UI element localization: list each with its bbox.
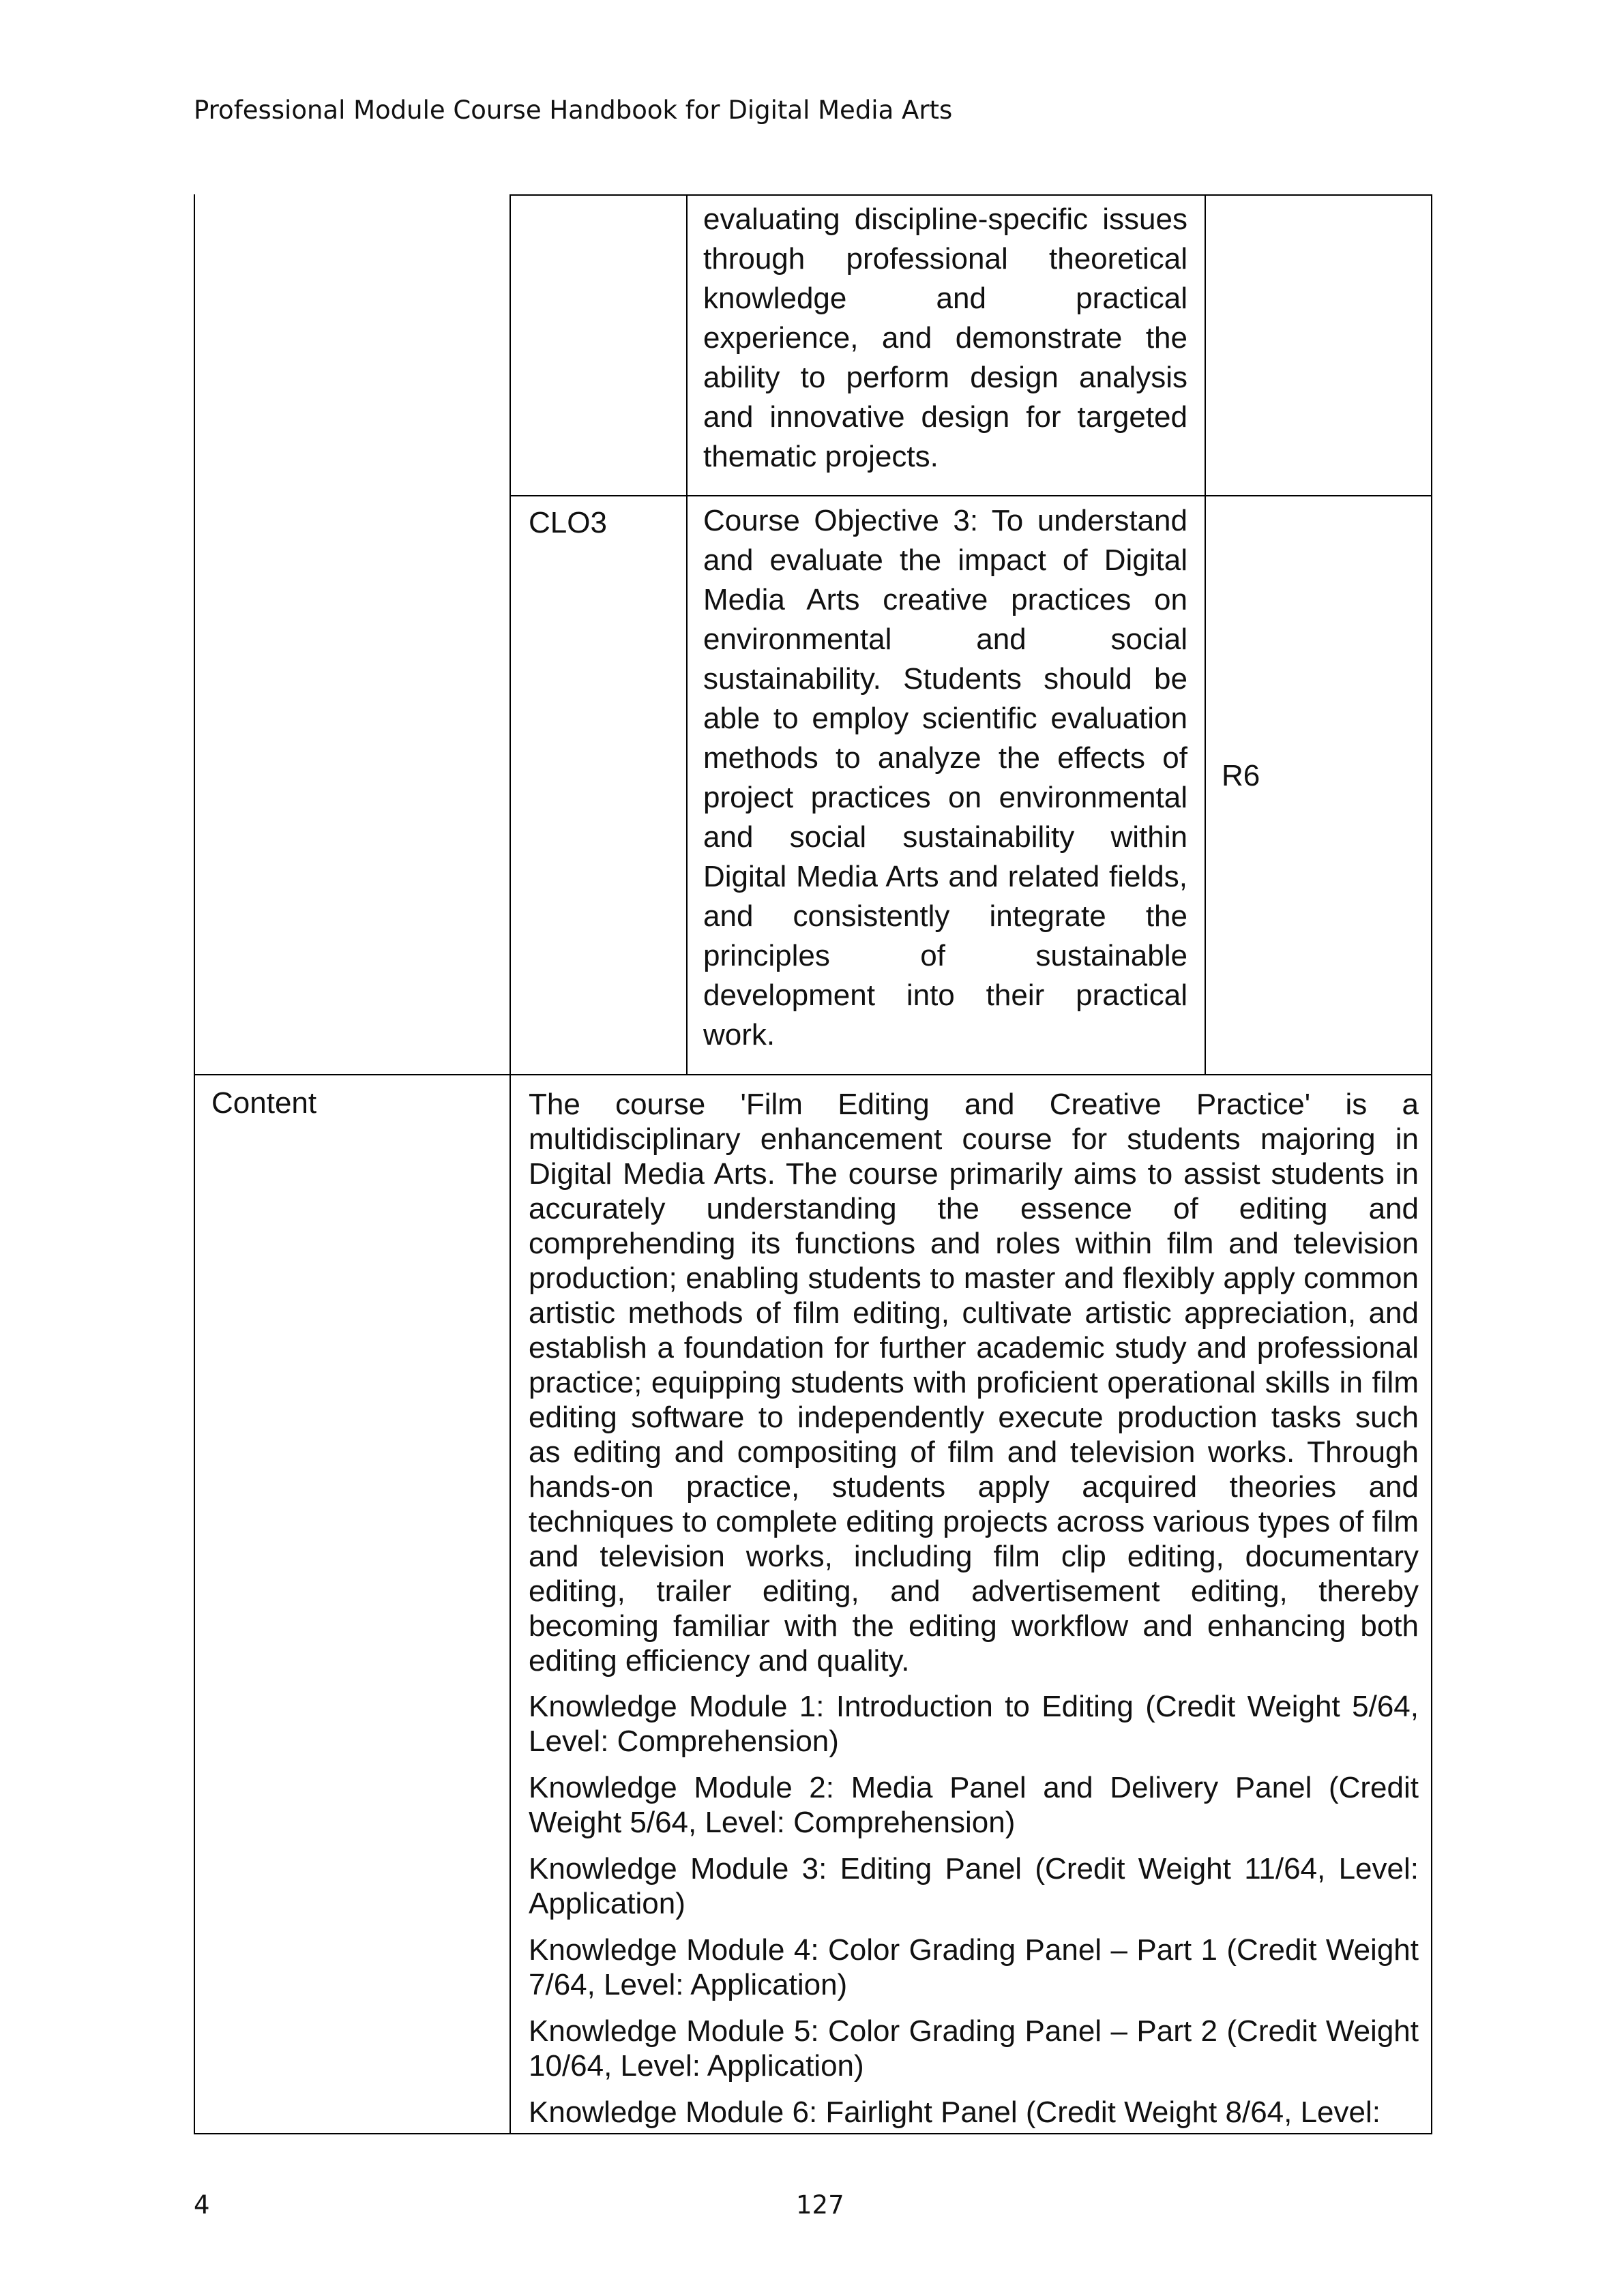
objective-text: Course Objective 3: To understand and evaluate the impact of Digital Media Arts creative practices on environmental and social sustainability. Students should be able to employ scientific evaluation methods to analyze the effects of project practices on environmental and social sustainability within Digital Media Arts and related fields, and consistently integrate the principles of sustainable development into their practical work.	[703, 504, 1187, 1052]
knowledge-module: Knowledge Module 3: Editing Panel (Credit Weight 11/64, Level: Application)	[529, 1852, 1419, 1920]
clo-label: CLO3	[529, 506, 607, 539]
page-number: 127	[796, 2190, 844, 2220]
content-label: Content	[211, 1086, 317, 1120]
knowledge-module: Knowledge Module 2: Media Panel and Delivery Panel (Credit Weight 5/64, Level: Comprehension)	[529, 1771, 1419, 1839]
knowledge-module: Knowledge Module 4: Color Grading Panel – Part 1 (Credit Weight 7/64, Level: Application)	[529, 1933, 1419, 2001]
page-header: Professional Module Course Handbook for Digital Media Arts	[194, 95, 953, 125]
row-divider	[510, 495, 1432, 496]
column-divider	[510, 194, 511, 2134]
knowledge-module: Knowledge Module 6: Fairlight Panel (Credit Weight 8/64, Level:	[529, 2096, 1381, 2129]
footer-left-number: 4	[194, 2190, 210, 2220]
row-divider	[195, 1074, 1432, 1075]
column-divider	[1205, 194, 1206, 1075]
knowledge-module: Knowledge Module 5: Color Grading Panel – Part 2 (Credit Weight 10/64, Level: Application)	[529, 2014, 1419, 2083]
row-divider	[510, 194, 1432, 196]
content-description: The course 'Film Editing and Creative Practice' is a multidisciplinary enhancement course for students majoring in Digital Media Arts. The course primarily aims to assist students in accurately understanding the essence of editing and comprehending its functions and roles within film and television production; enabling students to master and flexibly apply common artistic methods of film editing, cultivate artistic appreciation, and establish a foundation for further academic study and professional practice; equipping students with proficient operational skills in film editing software to independently execute production tasks such as editing and compositing of film and television works. Through hands-on practice, students apply acquired theories and techniques to complete editing projects across various types of film and television works, including film clip editing, documentary editing, trailer editing, and advertisement editing, thereby becoming familiar with the editing workflow and enhancing both editing efficiency and quality.	[529, 1088, 1419, 1678]
knowledge-module: Knowledge Module 1: Introduction to Editing (Credit Weight 5/64, Level: Comprehension)	[529, 1690, 1419, 1758]
course-table	[194, 194, 1432, 2134]
requirement-code: R6	[1222, 759, 1260, 792]
content-body	[529, 1087, 1419, 2141]
objective-text: evaluating discipline-specific issues through professional theoretical knowledge and practical experience, and demonstrate the ability to perform design analysis and innovative design for targeted thematic projects.	[703, 203, 1187, 473]
column-divider	[686, 194, 688, 1075]
